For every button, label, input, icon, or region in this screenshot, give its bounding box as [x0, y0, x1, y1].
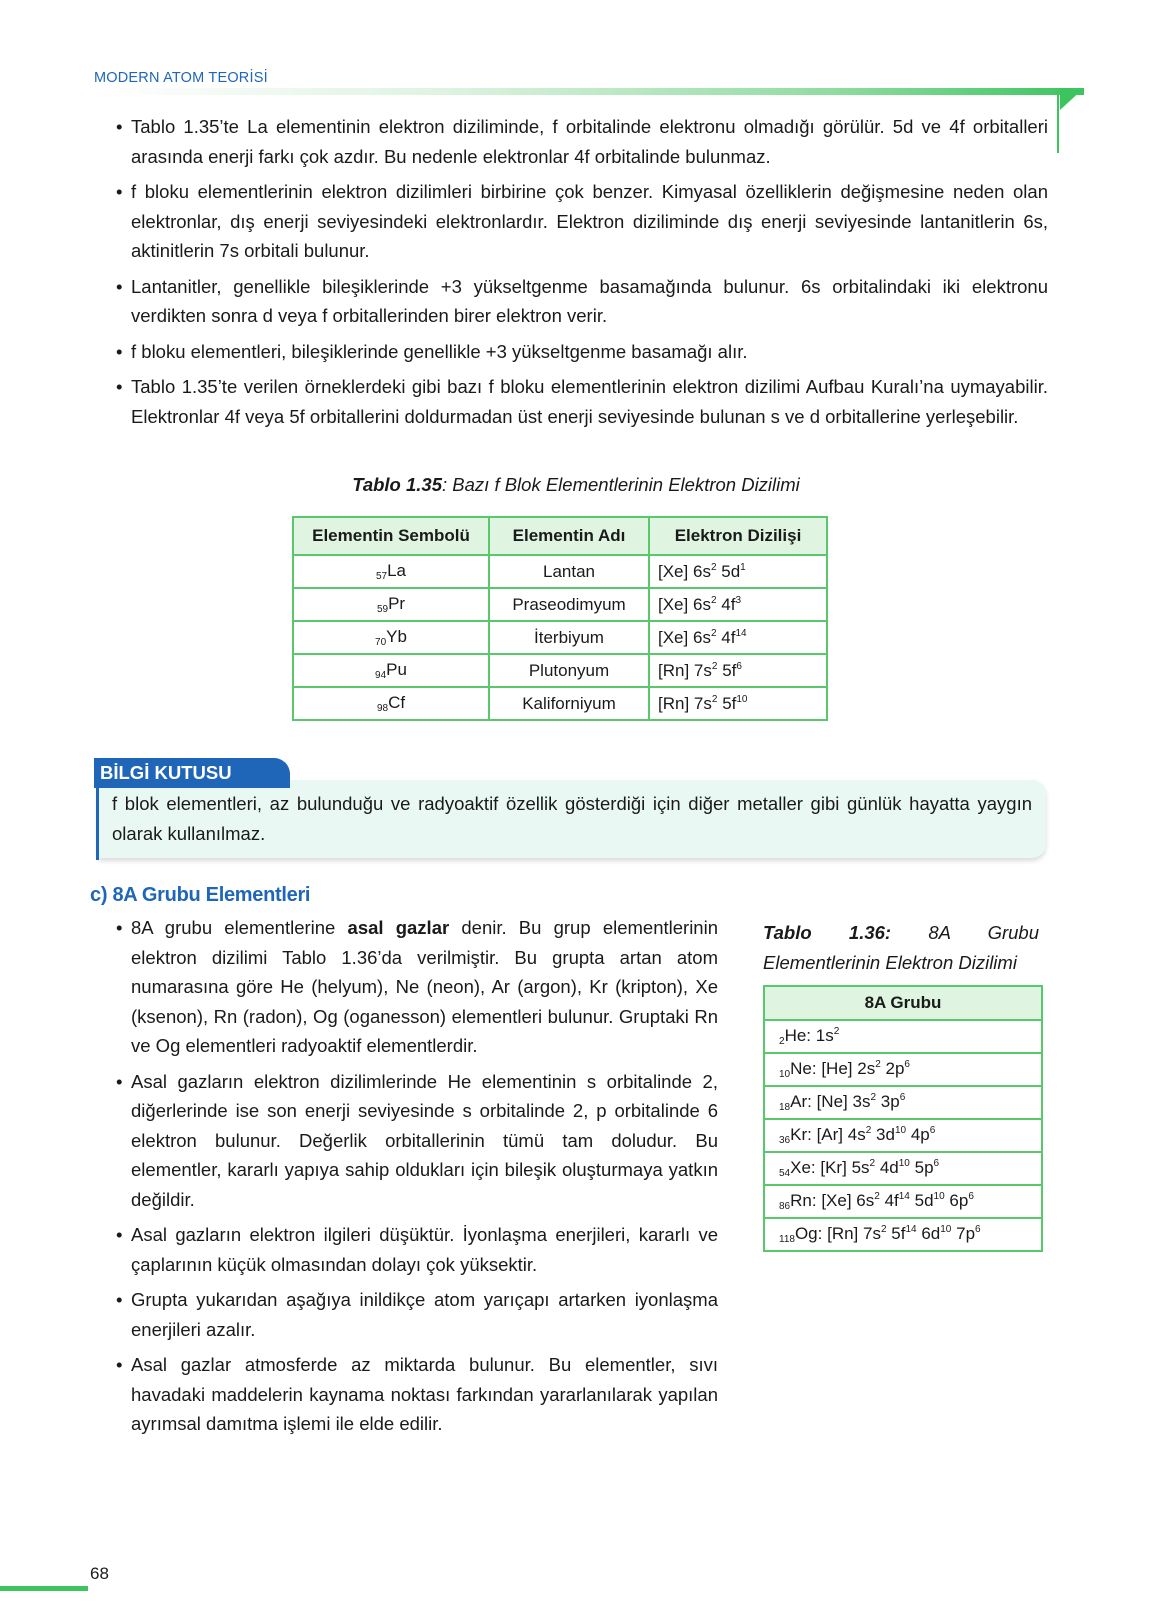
table-row	[764, 1020, 1042, 1053]
orbital: 5f	[891, 1224, 906, 1243]
col-header-name: Elementin Adı	[489, 517, 649, 555]
noble-core: [Xe]	[821, 1191, 852, 1210]
table-2-caption	[763, 918, 1039, 978]
noble-core: [Ar]	[816, 1125, 844, 1144]
info-box-text: f blok elementleri, az bulunduğu ve radyoaktif özellik gösterdiği için diğer metaller gibi günlük hayatta yaygın olarak kullanılmaz.	[112, 793, 1032, 844]
element-symbol-cell	[293, 654, 489, 687]
atomic-number: 10	[779, 1069, 791, 1080]
element-name-cell: Kaliforniyum	[489, 687, 649, 720]
element-symbol: Xe	[790, 1158, 811, 1177]
noble-core: [Rn]	[658, 660, 690, 680]
noble-core: [Xe]	[658, 594, 689, 614]
electron-count: 2	[710, 594, 717, 606]
atomic-number: 18	[779, 1102, 791, 1113]
noble-gas-config-cell: $_{86}$Rn: [Xe] $6s^2$ $4f^{14}$ $5d^{10}$ $6p^6$	[764, 1185, 1042, 1218]
noble-gas-config-cell: $_{54}$Xe: [Kr] $5s^2$ $4d^{10}$ $5p^6$	[764, 1152, 1042, 1185]
footer-green-bar	[0, 1586, 88, 1591]
electron-count: 6	[975, 1224, 981, 1235]
orbital: 3p	[880, 1092, 900, 1111]
table-row	[293, 654, 827, 687]
col-header-group: 8A Grubu	[764, 986, 1042, 1020]
electron-config-cell	[649, 654, 827, 687]
table-1-caption	[0, 474, 1152, 496]
electron-config-cell	[649, 555, 827, 588]
orbital: 3d	[876, 1125, 895, 1144]
table-1-caption-label: Tablo 1.35	[352, 474, 442, 495]
atomic-number: 59	[376, 604, 389, 615]
electron-count: 2	[833, 1026, 840, 1037]
element-name-cell: Lantan	[489, 555, 649, 588]
page-number: 68	[90, 1564, 109, 1583]
orbital: 1s	[815, 1026, 834, 1045]
electron-count: 10	[736, 693, 748, 705]
orbital: 2p	[885, 1059, 905, 1078]
bullet-item: • Grupta yukarıdan aşağıya inildikçe atom yarıçapı artarken iyonlaşma enerjileri azalır.	[118, 1285, 718, 1344]
electron-count: 2	[710, 561, 717, 573]
noble-core: [Ne]	[816, 1092, 848, 1111]
bullet-item	[118, 913, 718, 1061]
orbital: 5f	[722, 660, 737, 680]
orbital: 7s	[693, 660, 712, 680]
electron-count: 2	[710, 627, 717, 639]
electron-config-cell	[649, 588, 827, 621]
element-symbol: Kr	[790, 1125, 808, 1144]
noble-gas-config-cell: $_{118}$Og: [Rn] $7s^2$ $5f^{14}$ $6d^{10}$ $7p^6$	[764, 1218, 1042, 1251]
orbital: 5f	[722, 693, 737, 713]
electron-config-cell	[649, 687, 827, 720]
element-symbol: Pr	[388, 594, 406, 613]
table-row	[293, 588, 827, 621]
electron-count: 2	[865, 1125, 872, 1136]
element-symbol-cell	[293, 687, 489, 720]
orbital: 4p	[910, 1125, 930, 1144]
section-heading: c) 8A Grubu Elementleri	[90, 884, 311, 906]
noble-gas-config-cell: $_2$He: $1s^2$	[764, 1020, 1042, 1053]
element-symbol: Ar	[790, 1092, 808, 1111]
noble-core: [Rn]	[658, 693, 690, 713]
col-header-config: Elektron Dizilişi	[649, 517, 827, 555]
orbital: 5p	[914, 1158, 934, 1177]
bullet-bold-term: asal gazlar	[347, 917, 450, 938]
electron-count: 14	[898, 1191, 910, 1202]
electron-count: 14	[735, 627, 747, 639]
noble-gas-config-cell: $_{18}$Ar: [Ne] $3s^2$ $3p^6$	[764, 1086, 1042, 1119]
info-box-accent-bar	[96, 780, 99, 860]
electron-count: 6	[736, 660, 742, 672]
orbital: 6s	[692, 561, 711, 581]
atomic-number: 57	[375, 571, 388, 582]
orbital: 6d	[921, 1224, 941, 1243]
orbital: 6s	[856, 1191, 875, 1210]
element-symbol: Ne	[790, 1059, 812, 1078]
section-bullet-list	[118, 913, 718, 1445]
electron-count: 10	[933, 1191, 945, 1202]
bullet-item: • f bloku elementleri, bileşiklerinde genellikle +3 yükseltgenme basamağı alır.	[118, 337, 1048, 367]
element-symbol-cell	[293, 555, 489, 588]
atomic-number: 70	[375, 637, 387, 648]
chapter-title: MODERN ATOM TEORİSİ	[94, 70, 268, 86]
noble-core: [He]	[821, 1059, 853, 1078]
orbital: 6s	[692, 594, 711, 614]
electron-count: 2	[874, 1191, 880, 1202]
f-block-table	[292, 516, 828, 721]
orbital: 5s	[851, 1158, 870, 1177]
electron-config-cell	[649, 621, 827, 654]
electron-count: 2	[869, 1158, 876, 1169]
orbital: 6s	[692, 627, 711, 647]
electron-count: 2	[711, 693, 718, 705]
element-symbol-cell	[293, 588, 489, 621]
bullet-text: denir. Bu grup elementlerinin elektron dizilimi Tablo 1.36’da verilmiştir. Bu grupta artan atom numarasına göre He (helyum), Ne (neon), Ar (argon), Kr (kripton), Xe (ksenon), Rn (radon), Og (oganesson) elementleri bulunur. Gruptaki Rn ve Og elementleri radyoaktif elementlerdir.	[131, 917, 718, 1056]
orbital: 5d	[721, 561, 741, 581]
bullet-text: 8A grubu elementlerine	[131, 917, 348, 938]
noble-core: [Xe]	[658, 627, 689, 647]
atomic-number: 118	[779, 1234, 795, 1245]
element-symbol-cell	[293, 621, 489, 654]
electron-count: 3	[735, 594, 741, 606]
atomic-number: 86	[779, 1201, 791, 1212]
element-symbol: He	[784, 1026, 807, 1045]
noble-core: [Rn]	[827, 1224, 859, 1243]
electron-count: 6	[904, 1059, 910, 1070]
orbital: 4f	[721, 627, 736, 647]
noble-core: [Xe]	[658, 561, 689, 581]
orbital: 4f	[884, 1191, 899, 1210]
orbital: 7s	[863, 1224, 881, 1243]
noble-gas-config-cell: $_{10}$Ne: [He] $2s^2$ $2p^6$	[764, 1053, 1042, 1086]
electron-count: 2	[711, 660, 718, 672]
electron-count: 2	[875, 1059, 881, 1070]
electron-count: 10	[894, 1125, 907, 1136]
element-name-cell: İterbiyum	[489, 621, 649, 654]
noble-gas-config-cell: $_{36}$Kr: [Ar] $4s^2$ $3d^{10}$ $4p^6$	[764, 1119, 1042, 1152]
orbital: 5d	[914, 1191, 934, 1210]
orbital: 7s	[693, 693, 712, 713]
table-row	[764, 1152, 1042, 1185]
noble-gas-table	[763, 985, 1043, 1252]
table-row	[293, 555, 827, 588]
bullet-item: • Asal gazlar atmosferde az miktarda bulunur. Bu elementler, sıvı havadaki maddelerin kaynama noktası farkından yararlanılarak yapılan ayrımsal damıtma işlemi ile elde edilir.	[118, 1350, 718, 1439]
electron-count: 6	[968, 1191, 974, 1202]
element-symbol: Pu	[386, 660, 407, 679]
info-box-title: BİLGİ KUTUSU	[100, 762, 232, 783]
table-row	[764, 1053, 1042, 1086]
orbital: 6p	[949, 1191, 969, 1210]
electron-count: 6	[929, 1125, 936, 1136]
orbital: 3s	[852, 1092, 871, 1111]
table-2-caption-label: Tablo 1.36:	[763, 922, 892, 943]
orbital: 4d	[879, 1158, 899, 1177]
electron-count: 2	[880, 1224, 887, 1235]
bullet-item: • Lantanitler, genellikle bileşiklerinde +3 yükseltgenme basamağında bulunur. 6s orbitalindaki iki elektronu verdikten sonra d veya f orbitallerinden birer elektron verir.	[118, 272, 1048, 331]
bullet-item: • f bloku elementlerinin elektron dizilimleri birbirine çok benzer. Kimyasal özelliklerin değişmesine neden olan elektronlar, dış enerji seviyesindeki elektronlardır. Elektron diziliminde dış enerji seviyesinde lantanitlerin 6s, aktinitlerin 7s orbitali bulunur.	[118, 177, 1048, 266]
table-row	[293, 687, 827, 720]
element-symbol: Rn	[790, 1191, 812, 1210]
orbital: 7p	[956, 1224, 976, 1243]
element-name-cell: Plutonyum	[489, 654, 649, 687]
atomic-number: 36	[779, 1135, 791, 1146]
bullet-item: • Asal gazların elektron dizilimlerinde He elementinin s orbitalinde 2, diğerlerinde ise son enerji seviyesinde s orbitalinde 2, p orbitalinde 6 elektron bulunur. Değerlik orbitallerinin tümü tam doludur. Bu elementler, kararlı yapıya sahip oldukları için bileşik oluşturmaya yatkın değildir.	[118, 1067, 718, 1215]
bullet-item: • Tablo 1.35’te verilen örneklerdeki gibi bazı f bloku elementlerinin elektron dizilimi Aufbau Kuralı’na uymayabilir. Elektronlar 4f veya 5f orbitallerini doldurmadan üst enerji seviyesinde bulunan s ve d orbitallerine yerleşebilir.	[118, 372, 1048, 431]
electron-count: 10	[940, 1224, 952, 1235]
orbital: 4f	[721, 594, 736, 614]
atomic-number: 2	[779, 1036, 785, 1047]
table-row	[764, 1086, 1042, 1119]
electron-count: 14	[905, 1224, 917, 1235]
electron-count: 2	[870, 1092, 877, 1103]
electron-count: 6	[933, 1158, 940, 1169]
header-vertical-line	[1057, 95, 1059, 153]
table-2-caption-text: 8A Grubu Elementlerinin Elektron Dizilimi	[763, 922, 1040, 973]
element-symbol: La	[387, 561, 407, 580]
bullet-item: • Tablo 1.35’te La elementinin elektron diziliminde, f orbitalinde elektronu olmadığı görülür. 5d ve 4f orbitalleri arasında enerji farkı çok azdır. Bu nedenle elektronlar 4f orbitalinde bulunmaz.	[118, 112, 1048, 171]
orbital: 4s	[847, 1125, 866, 1144]
element-symbol: Cf	[388, 693, 406, 712]
bullet-item: • Asal gazların elektron ilgileri düşüktür. İyonlaşma enerjileri, kararlı ve çaplarının küçük olmasından dolayı çok yüksektir.	[118, 1220, 718, 1279]
noble-core: [Kr]	[820, 1158, 847, 1177]
electron-count: 1	[740, 561, 746, 573]
electron-count: 10	[898, 1158, 910, 1169]
element-name-cell: Praseodimyum	[489, 588, 649, 621]
header-gradient-bar	[94, 88, 1084, 95]
element-symbol: Yb	[386, 627, 407, 646]
table-row	[764, 1119, 1042, 1152]
table-1-caption-text: : Bazı f Blok Elementlerinin Elektron Dizilimi	[442, 474, 800, 495]
atomic-number: 98	[376, 703, 389, 714]
orbital: 2s	[857, 1059, 876, 1078]
table-row	[293, 621, 827, 654]
electron-count: 6	[899, 1092, 906, 1103]
table-row	[764, 1218, 1042, 1251]
atomic-number: 94	[375, 670, 387, 681]
top-bullet-list	[118, 112, 1048, 437]
col-header-symbol: Elementin Sembolü	[293, 517, 489, 555]
table-row	[764, 1185, 1042, 1218]
atomic-number: 54	[779, 1168, 791, 1179]
element-symbol: Og	[794, 1224, 818, 1243]
